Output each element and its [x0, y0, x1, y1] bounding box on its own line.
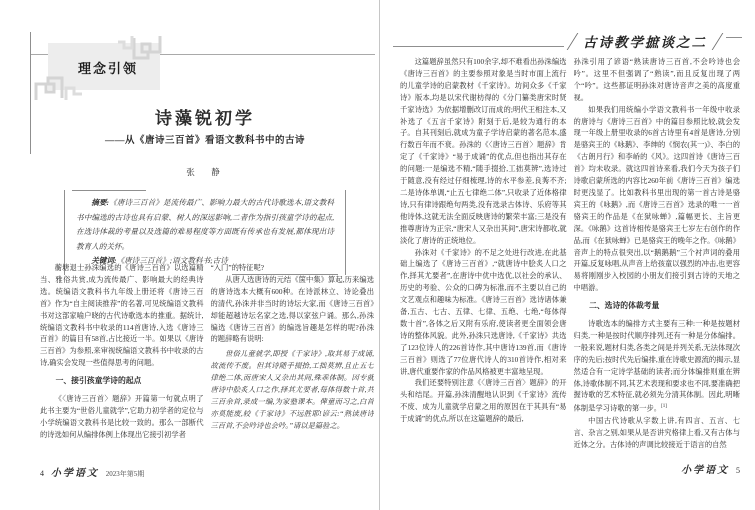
body-paragraph: 中国古代诗歌从字数上讲,有四言、五言、七言、杂言之别,如果从是否讲究格律上看,又有古体与近体之分。古体诗的声调比较接近于语言的自然	[573, 415, 740, 449]
block-quote: 世俗儿童就学,即授《千家诗》,取其易于成诵,故流传不废。但其诗随手掇拾,工拙莫辨,且止五七律绝二体,而唐宋人又杂出其间,殊乖体制。因专就唐诗中脍炙人口之作,择其尤要者,每体得数十首,共三百余首,录成一编,为家塾课本。俾童而习之,白首亦莫能废,较《千家诗》不远胜耶!谚云:“熟读唐诗三百首,不会吟诗也会吟。”请以是篇验之。	[210, 349, 374, 430]
column-header-title: 古诗教学摭谈之二	[583, 35, 707, 50]
left-page-column-1	[40, 262, 204, 460]
journal-name: 小学语文	[681, 465, 730, 476]
section-label: 理念引领	[78, 61, 139, 76]
right-page-footer	[676, 461, 740, 476]
section-heading-2: 二、选诗的体裁考量	[589, 301, 660, 311]
journal-name: 小学语文	[50, 468, 99, 479]
body-paragraph: 孙洙对《千家诗》的不足之处进行改进,在此基础上编选了《唐诗三百首》,“就唐诗中脍炙人口之作,择其尤要者”,在唐诗中优中选优,以社会的承认、历史的考验、公众的口碑为标准,而不主要以自己的文艺观点和趣味为标准。《唐诗三百首》选诗诸体兼备,五古、七古、五律、七律、五绝、七绝,“每体得数十首”,各体之后又附有乐府,使读者更全面领会唐诗的整体风貌。此外,孙洙只选唐诗,《千家诗》共选了123位诗人的226首诗作,其中唐诗139首,而《唐诗三百首》则选了77位唐代诗人的310首诗作,相对来讲,唐代重要作家的作品风格被更丰富地呈现。	[400, 247, 567, 376]
left-page-column-2	[211, 262, 375, 460]
issue-label: 2023年第5期	[105, 470, 145, 478]
page-number: 4	[40, 469, 44, 478]
paragraph-text: 诗歌选本的编排方式主要有三种:一种是按题材归类,一种是按时代顺序排列,还有一种是分体编排。一般来说,题材归类,各类之间是并列关系,无法体现次序的先后;按时代先后编排,重在诗歌史源流的揭示,显然适合有一定诗学基础的读者;而分体编排则重在辨体,诗歌体制不同,其艺术表现和要求也不同,要准确把握诗歌的艺术特征,就必须先分清其体制。因此,明晰体制是学习诗歌的第一步。	[573, 319, 740, 413]
left-page-body	[40, 262, 374, 460]
right-page	[380, 0, 755, 510]
keywords-label: 关键词:	[91, 256, 117, 265]
article-title: 诗藻锐初学	[155, 109, 255, 128]
abstract-label: 摘要:	[91, 198, 110, 207]
slash-ornament	[567, 33, 579, 50]
header-rule	[393, 46, 564, 47]
section-heading-1: 一、接引孩童学诗的起点	[55, 376, 142, 386]
left-page-footer	[40, 464, 144, 479]
section-label-box	[48, 43, 160, 90]
author-name: 张 静	[186, 167, 224, 177]
body-paragraph: 蘅塘退士孙洙编选的《唐诗三百首》以选篇精当、雅俗共赏,成为流传最广、影响最大的经典诗选。统编语文教科书九年级上册还将《唐诗三百首》作为“自主阅读推荐”的名著,可见统编语文教科书对这部家喻户晓的古代诗歌选本的推重。据统计,统编语文教科书中收录的114首唐诗,入选《唐诗三百首》的篇目有58首,占比接近一半。如果以《唐诗三百首》为参照,来审视统编语文教科书中收录的古诗,确实会发现一些值得思考的问题。	[40, 263, 204, 368]
body-paragraph: 《〈唐诗三百首〉题辞》开篇第一句就点明了此书主要为“世俗儿童就学”,它助力初学者的定位与小学统编语文教科书是比较一致的。那么一部断代的诗选如何从编排体例上体现出它接引初学者	[40, 394, 204, 439]
slash-ornament	[712, 33, 724, 50]
body-paragraph: 我们还要特别注意《〈唐诗三百首〉题辞》的开头和结尾。开篇,孙洙清醒地认识到《千家诗》流传不废、成为儿童就学启蒙之用的原因在于其具有“易于成诵”的优点,所以在这篇题辞的最后,	[400, 378, 567, 424]
body-paragraph: 这篇题辞虽然只有100余字,却不难看出孙洙编选《唐诗三百首》的主要参照对象是当时市面上流行的儿童学诗的启蒙教材《千家诗》。坊间众多《千家诗》版本,均是以宋代谢枋得的《分门纂类唐宋时贤千家诗选》为依据增删改订而成的;明代王相注本,又补选了《五言千家诗》附刻于后,是较为通行的本子。自其刊刻后,就成为童子学诗启蒙的著名范本,盛行数百年而不衰。孙洙的《〈唐诗三百首〉题辞》肯定了《千家诗》“易于成诵”的优点,但也指出其存在的问题:一是编选不精,“随手掇拾,工拙莫辨”,选诗过于随意,没有经过仔细梳理,诗的水平参差,良莠不齐;二是诗体单调,“止五七律绝二体”,只收录了近体格律诗,只有律诗跟绝句两类,没有选录古体诗、乐府等其他诗体,这就无法全面反映唐诗的繁荣丰富;三是没有推尊唐诗为正宗,“唐宋人又杂出其间”,唐宋诗都收,就淡化了唐诗的正统地位。	[400, 57, 567, 245]
body-paragraph: 如果我们用统编小学语文教科书一年级中收录的唐诗与《唐诗三百首》中的篇目参照比较,就会发现一年级上册里收录的6首古诗里有4首是唐诗,分别是骆宾王的《咏鹅》、李绅的《悯农(其一)》、李白的《古朗月行》和李峤的《风》。这四首诗《唐诗三百首》均未收录。就这四首诗来看,我们今天为孩子们诗歌启蒙所选的内容比260年前《唐诗三百首》编选时更浅显了。比如教科书里出现的第一首古诗是骆宾王的《咏鹅》,而《唐诗三百首》选录的唯一一首骆宾王的作品是《在狱咏蝉》,篇幅更长、主旨更深。《咏鹅》这首诗相传是骆宾王七岁左右创作的作品,而《在狱咏蝉》已是骆宾王的晚年之作。《咏鹅》音声上的特点很突出,以“鹅鹅鹅”三个衬声词的叠用开篇,反复咏唱,从声音上给孩童以强烈的冲击,也更容易将刚刚步入校园的小朋友们接引到古诗的天地之中唱游。	[573, 104, 740, 293]
body-paragraph: 从唐人选唐诗的元结《箧中集》算起,历来编选的唐诗选本大概有600种。在诗派林立、诗论叠出的清代,孙洙并非当时的诗坛大家,而《唐诗三百首》却能超越诗坛名家之选,得以家弦户诵。那么,孙洙编选《唐诗三百首》的编选旨趣是怎样的呢?孙洙的题辞略有说明:	[210, 274, 374, 344]
body-paragraph-continuation: 孙洙引用了谚语“熟读唐诗三百首,不会吟诗也会吟”。这里不但强调了“熟读”,而且反复出现了两个“吟”。这些都证明孙洙对唐诗音声之美的高度重视。	[573, 57, 740, 102]
abstract-paragraph	[76, 196, 334, 254]
page-number: 5	[736, 466, 740, 475]
body-paragraph	[574, 318, 741, 415]
right-page-column-1	[400, 56, 567, 456]
article-subtitle: ——从《唐诗三百首》看语文教科书中的古诗	[104, 136, 305, 146]
header-rule-short	[726, 37, 742, 38]
abstract-text: 《唐诗三百首》是流传最广、影响力最大的古代诗歌选本,语文教科书中编选的古诗也具有启蒙、树人的深远影响,二者作为指引孩童学诗的起点,在选诗体裁的考量以及选篇的难易程度等方面既有传承也有发展,都体现出诗教育人的关怀。	[76, 198, 334, 251]
right-page-body	[400, 56, 740, 456]
right-page-column-2	[574, 56, 741, 456]
left-page	[31, 0, 379, 510]
keywords-text: 《唐诗三百首》;语文教科书;古诗	[116, 256, 228, 265]
body-paragraph-continuation: “入门”的特征呢?	[210, 263, 264, 272]
footnote-marker: [1]	[661, 404, 667, 410]
column-header	[393, 28, 742, 52]
